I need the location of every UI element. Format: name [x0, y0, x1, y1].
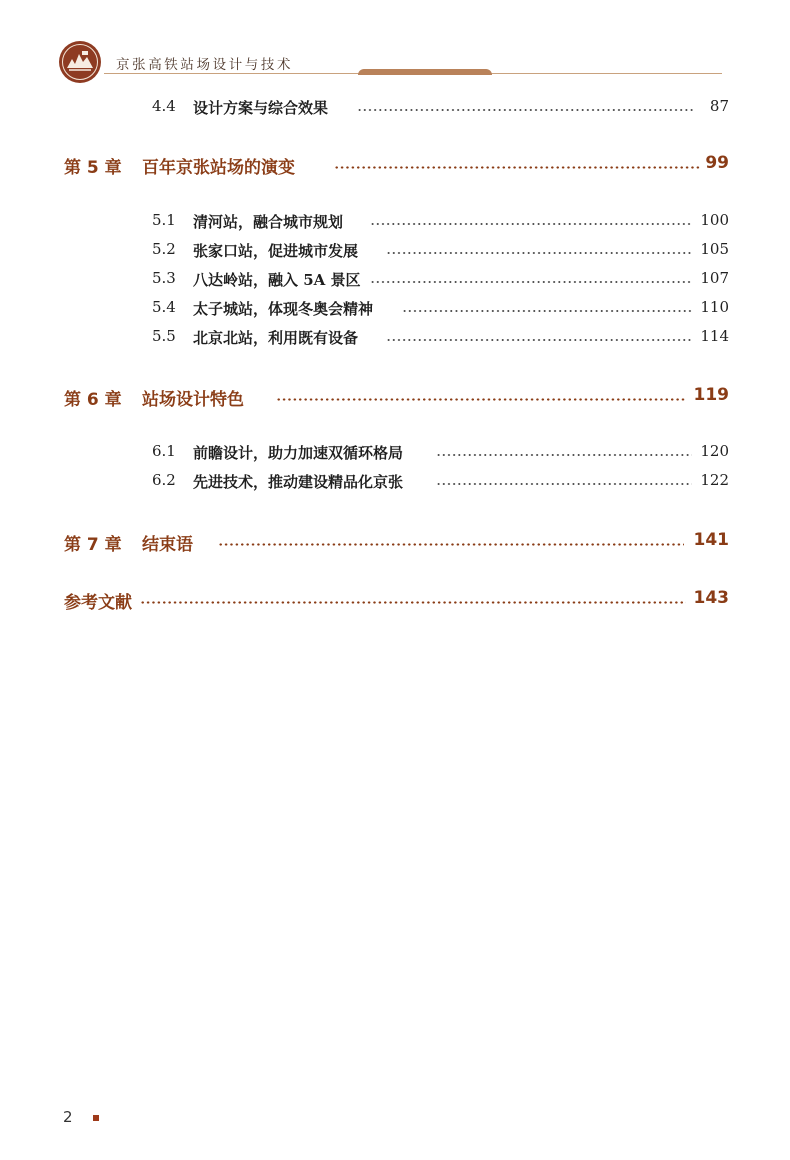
dot-leader — [276, 398, 686, 401]
toc-section-entry[interactable] — [0, 240, 790, 264]
section-title: 八达岭站，融入 5A 景区 — [193, 271, 361, 289]
chapter-page: 119 — [693, 385, 729, 405]
chapter-label: 第 5 章 — [64, 158, 122, 178]
section-number: 5.4 — [152, 298, 176, 316]
section-number: 5.5 — [152, 327, 176, 345]
section-page: 110 — [700, 298, 729, 316]
toc-references-entry[interactable] — [0, 588, 790, 618]
section-page: 87 — [709, 97, 729, 115]
header-tab-accent — [358, 69, 492, 75]
great-wall-emblem-icon — [58, 40, 102, 84]
section-page: 100 — [700, 211, 729, 229]
toc-section-entry[interactable] — [0, 327, 790, 351]
chapter-title: 结束语 — [142, 535, 193, 555]
chapter-page: 141 — [693, 530, 729, 550]
section-number: 4.4 — [152, 97, 176, 115]
dot-leader — [357, 109, 694, 111]
toc-section-entry[interactable] — [0, 471, 790, 495]
dot-leader — [386, 252, 692, 254]
section-title: 设计方案与综合效果 — [193, 99, 329, 117]
section-number: 5.2 — [152, 240, 176, 258]
section-title: 太子城站，体现冬奥会精神 — [193, 300, 374, 318]
toc-section-entry[interactable] — [0, 97, 790, 121]
book-title: 京张高铁站场设计与技术 — [116, 57, 294, 73]
page-number: 2 — [63, 1108, 73, 1126]
section-title: 北京北站，利用既有设备 — [193, 329, 359, 347]
section-title: 前瞻设计，助力加速双循环格局 — [193, 444, 404, 462]
dot-leader — [436, 483, 692, 485]
chapter-page: 99 — [705, 153, 729, 173]
chapter-title: 站场设计特色 — [142, 390, 244, 410]
section-page: 122 — [700, 471, 729, 489]
dot-leader — [370, 223, 692, 225]
toc-chapter-entry[interactable] — [0, 385, 790, 415]
toc-section-entry[interactable] — [0, 298, 790, 322]
section-page: 120 — [700, 442, 729, 460]
section-page: 107 — [700, 269, 729, 287]
section-page: 114 — [700, 327, 729, 345]
section-number: 5.1 — [152, 211, 176, 229]
dot-leader — [402, 310, 692, 312]
toc-section-entry[interactable] — [0, 269, 790, 293]
page-marker — [93, 1115, 99, 1121]
chapter-label: 第 7 章 — [64, 535, 122, 555]
section-title: 张家口站，促进城市发展 — [193, 242, 359, 260]
dot-leader — [436, 454, 692, 456]
dot-leader — [218, 543, 684, 546]
section-number: 6.2 — [152, 471, 176, 489]
toc-section-entry[interactable] — [0, 211, 790, 235]
page-header — [0, 0, 790, 90]
references-title: 参考文献 — [64, 593, 132, 613]
dot-leader — [370, 281, 692, 283]
section-number: 5.3 — [152, 269, 176, 287]
dot-leader — [140, 601, 686, 604]
dot-leader — [334, 166, 702, 169]
chapter-label: 第 6 章 — [64, 390, 122, 410]
toc-chapter-entry[interactable] — [0, 530, 790, 560]
toc-chapter-entry[interactable] — [0, 153, 790, 183]
section-page: 105 — [700, 240, 729, 258]
references-page: 143 — [693, 588, 729, 608]
section-number: 6.1 — [152, 442, 176, 460]
toc-section-entry[interactable] — [0, 442, 790, 466]
section-title: 清河站，融合城市规划 — [193, 213, 344, 231]
chapter-title: 百年京张站场的演变 — [142, 158, 295, 178]
dot-leader — [386, 339, 692, 341]
section-title: 先进技术，推动建设精品化京张 — [193, 473, 404, 491]
